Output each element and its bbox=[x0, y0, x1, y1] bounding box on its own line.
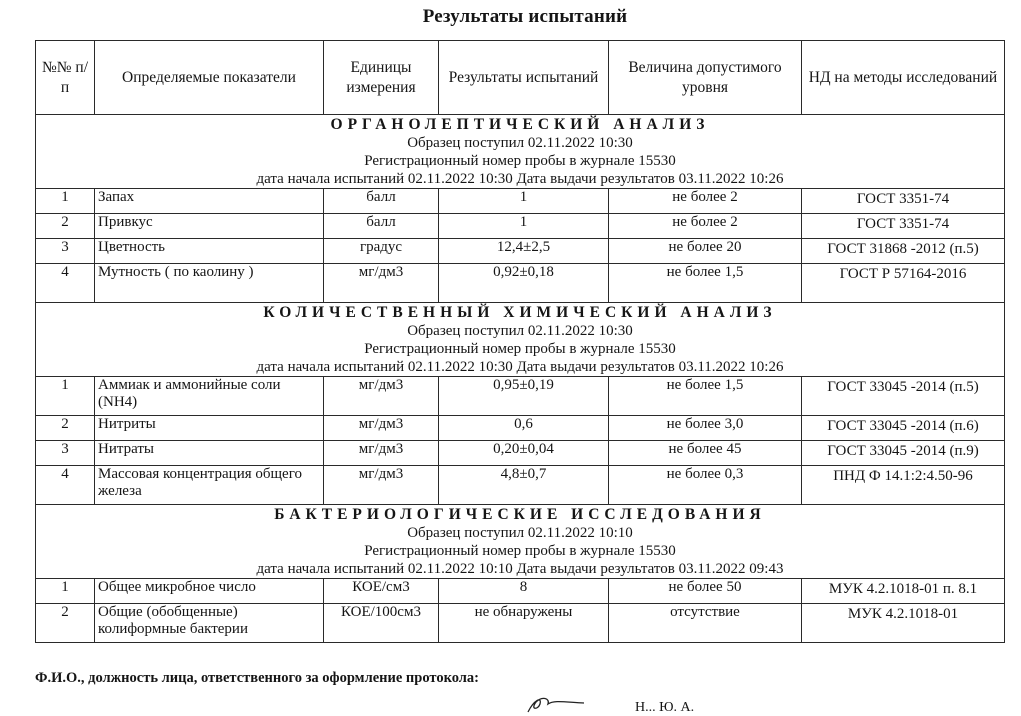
cell-limit: не более 45 bbox=[609, 441, 802, 466]
cell-method: ГОСТ 31868 -2012 (п.5) bbox=[802, 239, 1005, 264]
cell-method: ГОСТ 33045 -2014 (п.6) bbox=[802, 416, 1005, 441]
header-units: Единицы измерения bbox=[324, 41, 439, 115]
cell-num: 2 bbox=[36, 604, 95, 643]
cell-method: ГОСТ Р 57164-2016 bbox=[802, 264, 1005, 303]
cell-indicator: Нитриты bbox=[95, 416, 324, 441]
section-received: Образец поступил 02.11.2022 10:10 bbox=[407, 525, 633, 541]
table-row bbox=[36, 214, 1005, 239]
cell-limit: не более 50 bbox=[609, 579, 802, 604]
table-row bbox=[36, 466, 1005, 505]
table-row bbox=[36, 239, 1005, 264]
cell-result: 0,92±0,18 bbox=[439, 264, 609, 303]
cell-result: 4,8±0,7 bbox=[439, 466, 609, 505]
cell-indicator: Мутность ( по каолину ) bbox=[95, 264, 324, 303]
table-row bbox=[36, 604, 1005, 643]
section-title: ОРГАНОЛЕПТИЧЕСКИЙ АНАЛИЗ bbox=[330, 116, 710, 133]
cell-method: ПНД Ф 14.1:2:4.50-96 bbox=[802, 466, 1005, 505]
section-header-row bbox=[36, 115, 1005, 189]
cell-result: 1 bbox=[439, 189, 609, 214]
cell-result: 1 bbox=[439, 214, 609, 239]
section-received: Образец поступил 02.11.2022 10:30 bbox=[407, 135, 633, 151]
cell-num: 1 bbox=[36, 377, 95, 416]
signer-name: Н... Ю. А. bbox=[635, 700, 695, 715]
table-row bbox=[36, 189, 1005, 214]
cell-num: 4 bbox=[36, 466, 95, 505]
section-registration: Регистрационный номер пробы в журнале 15530 bbox=[364, 153, 676, 169]
cell-method: МУК 4.2.1018-01 bbox=[802, 604, 1005, 643]
section-header bbox=[36, 303, 1005, 377]
document-title: Результаты испытаний bbox=[422, 6, 628, 27]
section-registration: Регистрационный номер пробы в журнале 15530 bbox=[364, 543, 676, 559]
cell-indicator: Запах bbox=[95, 189, 324, 214]
cell-method: ГОСТ 3351-74 bbox=[802, 214, 1005, 239]
header-results: Результаты испытаний bbox=[439, 41, 609, 115]
section-dates: дата начала испытаний 02.11.2022 10:30 Дата выдачи результатов 03.11.2022 10:26 bbox=[256, 171, 784, 187]
cell-num: 3 bbox=[36, 239, 95, 264]
table-row bbox=[36, 416, 1005, 441]
signature-image bbox=[520, 694, 590, 714]
cell-limit: не более 0,3 bbox=[609, 466, 802, 505]
section-registration: Регистрационный номер пробы в журнале 15530 bbox=[364, 341, 676, 357]
cell-indicator: Общие (обобщенные) колиформные бактерии bbox=[95, 604, 324, 643]
cell-limit: не более 3,0 bbox=[609, 416, 802, 441]
cell-method: ГОСТ 33045 -2014 (п.9) bbox=[802, 441, 1005, 466]
cell-num: 2 bbox=[36, 214, 95, 239]
responsible-person-label: Ф.И.О., должность лица, ответственного за оформление протокола: bbox=[35, 670, 479, 686]
cell-unit: градус bbox=[324, 239, 439, 264]
cell-indicator: Привкус bbox=[95, 214, 324, 239]
header-row bbox=[36, 41, 1005, 115]
cell-unit: КОЕ/см3 bbox=[324, 579, 439, 604]
cell-result: 0,20±0,04 bbox=[439, 441, 609, 466]
cell-result: не обнаружены bbox=[439, 604, 609, 643]
table-row bbox=[36, 264, 1005, 303]
header-indicator: Определяемые показатели bbox=[95, 41, 324, 115]
cell-limit: не более 2 bbox=[609, 189, 802, 214]
cell-method: ГОСТ 3351-74 bbox=[802, 189, 1005, 214]
cell-num: 2 bbox=[36, 416, 95, 441]
section-header-row bbox=[36, 505, 1005, 579]
section-header bbox=[36, 115, 1005, 189]
cell-indicator: Нитраты bbox=[95, 441, 324, 466]
table-body bbox=[36, 115, 1005, 643]
section-received: Образец поступил 02.11.2022 10:30 bbox=[407, 323, 633, 339]
cell-indicator: Массовая концентрация общего железа bbox=[95, 466, 324, 505]
section-header bbox=[36, 505, 1005, 579]
section-dates: дата начала испытаний 02.11.2022 10:30 Дата выдачи результатов 03.11.2022 10:26 bbox=[256, 359, 784, 375]
cell-num: 4 bbox=[36, 264, 95, 303]
cell-result: 0,95±0,19 bbox=[439, 377, 609, 416]
cell-method: МУК 4.2.1018-01 п. 8.1 bbox=[802, 579, 1005, 604]
header-num: №№ п/п bbox=[36, 41, 95, 115]
table-row bbox=[36, 441, 1005, 466]
cell-limit: не более 1,5 bbox=[609, 264, 802, 303]
header-limit: Величина допустимого уровня bbox=[609, 41, 802, 115]
cell-num: 1 bbox=[36, 189, 95, 214]
section-dates: дата начала испытаний 02.11.2022 10:10 Дата выдачи результатов 03.11.2022 09:43 bbox=[256, 561, 784, 577]
cell-method: ГОСТ 33045 -2014 (п.5) bbox=[802, 377, 1005, 416]
cell-unit: балл bbox=[324, 214, 439, 239]
cell-limit: не более 1,5 bbox=[609, 377, 802, 416]
cell-limit: не более 20 bbox=[609, 239, 802, 264]
cell-unit: мг/дм3 bbox=[324, 264, 439, 303]
cell-limit: не более 2 bbox=[609, 214, 802, 239]
section-title: КОЛИЧЕСТВЕННЫЙ ХИМИЧЕСКИЙ АНАЛИЗ bbox=[263, 304, 777, 321]
cell-unit: мг/дм3 bbox=[324, 441, 439, 466]
cell-indicator: Общее микробное число bbox=[95, 579, 324, 604]
cell-num: 3 bbox=[36, 441, 95, 466]
cell-unit: мг/дм3 bbox=[324, 466, 439, 505]
cell-result: 12,4±2,5 bbox=[439, 239, 609, 264]
cell-indicator: Аммиак и аммонийные соли (NH4) bbox=[95, 377, 324, 416]
table-row bbox=[36, 579, 1005, 604]
cell-unit: мг/дм3 bbox=[324, 377, 439, 416]
cell-indicator: Цветность bbox=[95, 239, 324, 264]
cell-unit: мг/дм3 bbox=[324, 416, 439, 441]
section-header-row bbox=[36, 303, 1005, 377]
table-row bbox=[36, 377, 1005, 416]
cell-num: 1 bbox=[36, 579, 95, 604]
cell-limit: отсутствие bbox=[609, 604, 802, 643]
cell-unit: балл bbox=[324, 189, 439, 214]
header-method: НД на методы исследований bbox=[802, 41, 1005, 115]
results-table bbox=[35, 40, 1005, 643]
cell-result: 8 bbox=[439, 579, 609, 604]
cell-result: 0,6 bbox=[439, 416, 609, 441]
section-title: БАКТЕРИОЛОГИЧЕСКИЕ ИССЛЕДОВАНИЯ bbox=[274, 506, 766, 523]
cell-unit: КОЕ/100см3 bbox=[324, 604, 439, 643]
